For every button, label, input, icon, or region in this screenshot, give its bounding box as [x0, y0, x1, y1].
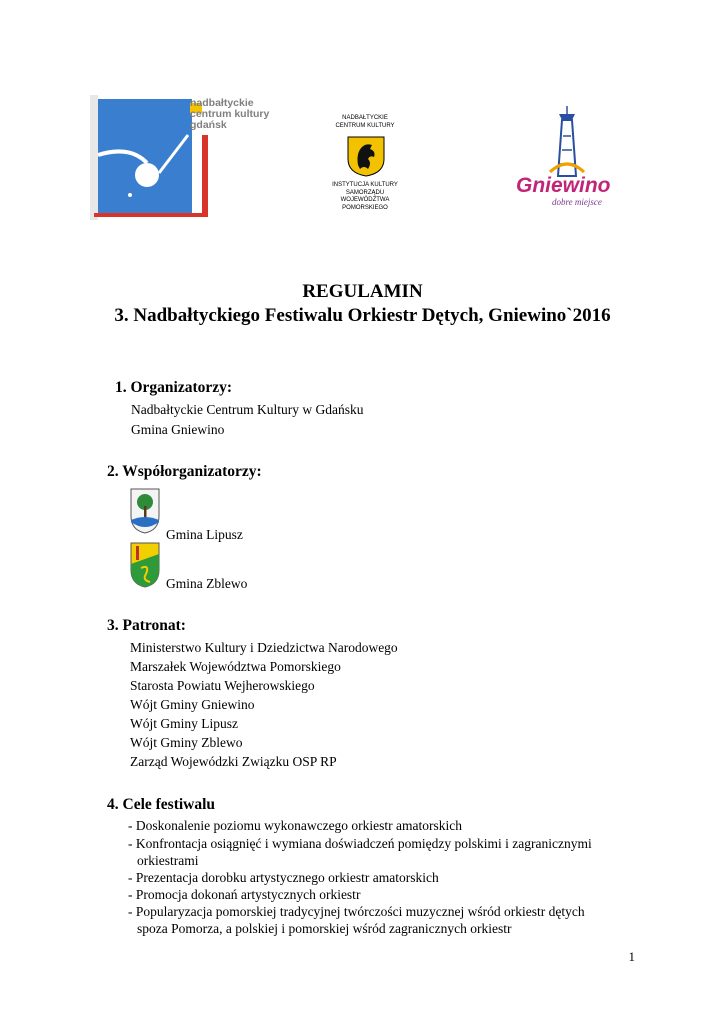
- pomorskie-bottom-text: INSTYTUCJA KULTURY SAMORZĄDU WOJEWÓDZTWA POMORSKIEGO: [332, 182, 398, 211]
- list-item: Wójt Gminy Zblewo: [130, 735, 243, 750]
- section-4-heading: 4. Cele festiwalu: [107, 796, 216, 813]
- nck-logo-line3: gdańsk: [190, 119, 227, 131]
- list-item: - Konfrontacja osiągnięć i wymiana doświadczeń pomiędzy polskimi i zagranicznymi: [128, 836, 592, 851]
- section-1-heading: 1. Organizatorzy:: [115, 379, 233, 396]
- lipusz-coat-of-arms-icon: [130, 488, 160, 534]
- document-title: REGULAMIN: [302, 281, 423, 302]
- gniewino-tagline: dobre miejsce: [552, 197, 602, 207]
- list-item: - Promocja dokonań artystycznych orkiestr: [128, 887, 361, 902]
- nck-logo-line2: centrum kultury: [190, 108, 270, 120]
- section-2-heading: 2. Współorganizatorzy:: [107, 463, 262, 480]
- gniewino-wordmark: Gniewino: [516, 174, 611, 197]
- list-item: spoza Pomorza, a polskiej i pomorskiej wśród zagranicznych orkiestr: [137, 921, 512, 936]
- list-item: Marszałek Województwa Pomorskiego: [130, 659, 341, 674]
- list-item: Gmina Gniewino: [131, 422, 225, 437]
- section-3-heading: 3. Patronat:: [107, 617, 186, 634]
- list-item: - Prezentacja dorobku artystycznego orkiestr amatorskich: [128, 870, 439, 885]
- pomorskie-logo: [320, 115, 410, 225]
- pomorskie-top-text: NADBAŁTYCKIE CENTRUM KULTURY: [335, 115, 395, 129]
- list-item: Wójt Gminy Gniewino: [130, 697, 255, 712]
- list-item: Ministerstwo Kultury i Dziedzictwa Narodowego: [130, 640, 398, 655]
- gniewino-logo: [512, 106, 622, 206]
- list-item: Nadbałtyckie Centrum Kultury w Gdańsku: [131, 402, 364, 417]
- list-item: Gmina Lipusz: [166, 527, 243, 542]
- page-number: 1: [628, 949, 635, 964]
- zblewo-coat-of-arms-icon: [130, 542, 160, 588]
- tower-icon: [542, 106, 592, 178]
- griffin-coat-of-arms-icon: [346, 135, 386, 177]
- list-item: Starosta Powiatu Wejherowskiego: [130, 678, 315, 693]
- list-item: - Doskonalenie poziomu wykonawczego orkiestr amatorskich: [128, 818, 463, 833]
- list-item: Gmina Zblewo: [166, 576, 248, 591]
- nck-logo-line1: nadbałtyckie: [190, 97, 254, 109]
- list-item: orkiestrami: [137, 853, 199, 868]
- list-item: - Popularyzacja pomorskiej tradycyjnej twórczości muzycznej wśród orkiestr dętych: [128, 904, 585, 919]
- document-subtitle: 3. Nadbałtyckiego Festiwalu Orkiestr Dętych, Gniewino`2016: [114, 305, 611, 326]
- nck-logo: [90, 95, 290, 220]
- list-item: Zarząd Wojewódzki Związku OSP RP: [130, 754, 337, 769]
- list-item: Wójt Gminy Lipusz: [130, 716, 238, 731]
